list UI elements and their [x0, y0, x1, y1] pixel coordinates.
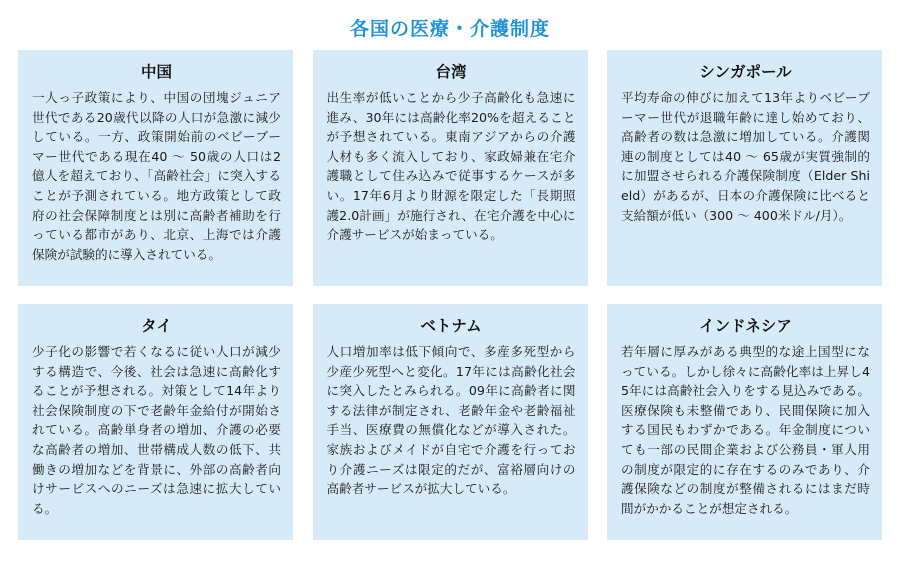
card-title: タイ — [141, 317, 172, 335]
card-china — [18, 50, 293, 286]
card-body: 少子化の影響で若くなるに従い人口が減少する構造で、今後、社会は急速に高齢化することが予想される。対策として14年より社会保険制度の下で老齢年金給付が開始されている。高齢単身者の増加、介護の必要な高齢者の増加、世帯構成人数の低下、共働きの増加などを背景に、外部の高齢者向けサービスへのニーズは急速に拡大している。 — [32, 344, 281, 516]
card-body: 若年層に厚みがある典型的な途上国型になっている。しかし徐々に高齢化率は上昇し45年には高齢社会入りをする見込みである。医療保険も未整備であり、民間保険に加入する国民もわずかである。年金制度についても一部の民間企業および公務員・軍人用の制度が限定的に存在するのみであり、介護保険などの制度が整備されるにはまだ時間がかかることが想定される。 — [621, 344, 870, 516]
card-singapore — [607, 50, 882, 286]
card-title: 中国 — [140, 63, 172, 81]
card-taiwan — [313, 50, 588, 286]
card-body: 一人っ子政策により、中国の団塊ジュニア世代である20歳代以降の人口が急激に減少している。一方、政策開始前のベビーブーマー世代である現在40 ～ 50歳の人口は2億人を超えており、「高齢社会」に突入することが予測されている。地方政策として政府の社会保障制度とは別に高齢者補助を行っている都市があり、北京、上海では介護保険が試験的に導入されている。 — [32, 90, 281, 262]
card-title: インドネシア — [699, 317, 792, 335]
card-title: 台湾 — [435, 63, 467, 81]
card-body: 平均寿命の伸びに加えて13年よりベビーブーマー世代が退職年齢に達し始めており、高齢者の数は急激に増加している。介護関連の制度としては40 ～ 65歳が実質強制的に加盟させられる介護保険制度（Elder Shield）があるが、日本の介護保険に比べると支給額が低い（300 ～ 400米ドル/月）。 — [621, 90, 870, 223]
card-indonesia — [607, 304, 882, 540]
card-title: シンガポール — [699, 63, 792, 81]
card-title: ベトナム — [420, 317, 482, 335]
card-thailand — [18, 304, 293, 540]
page-title: 各国の医療・介護制度 — [349, 18, 550, 40]
country-card-grid — [18, 50, 882, 540]
card-body: 人口増加率は低下傾向で、多産多死型から少産少死型へと変化。17年には高齢化社会に突入したとみられる。09年に高齢者に関する法律が制定され、老齢年金や老齢福祉手当、医療費の無償化などが導入された。家族およびメイドが自宅で介護を行っており介護ニーズは限定的だが、富裕層向けの高齢者サービスが拡大している。 — [326, 344, 576, 497]
card-body: 出生率が低いことから少子高齢化も急速に進み、30年には高齢化率20%を超えることが予想されている。東南アジアからの介護人材も多く流入しており、家政婦兼在宅介護職として住み込みで従事するケースが多い。17年6月より財源を限定した「長期照護2.0計画」が施行され、在宅介護を中心に介護サービスが始まっている。 — [326, 90, 576, 243]
card-vietnam — [313, 304, 588, 540]
